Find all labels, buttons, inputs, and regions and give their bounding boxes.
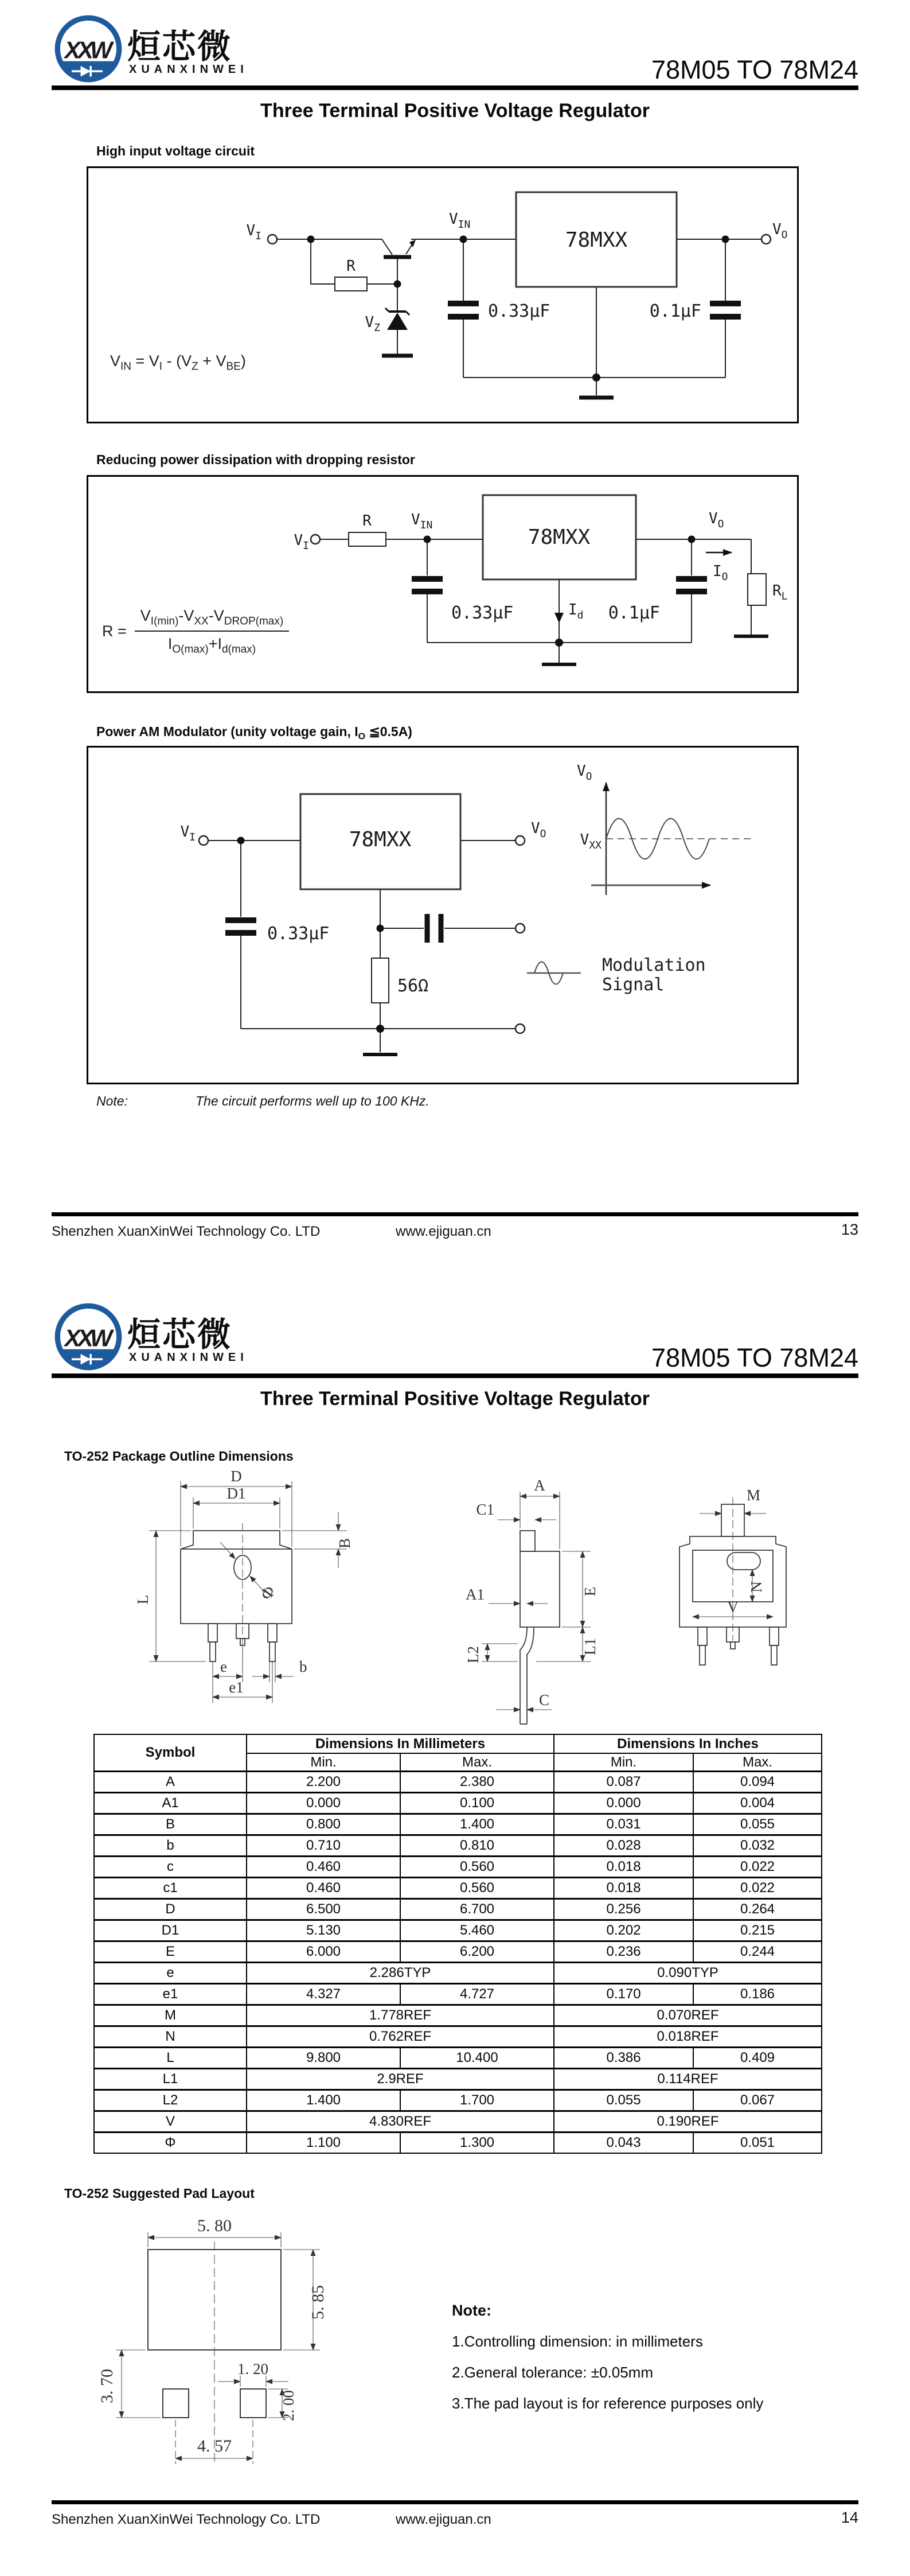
circuit-frame	[88, 476, 798, 692]
label-vo: $V_O$	[772, 221, 788, 241]
table-row: M 1.778REF 0.070REF	[94, 2005, 822, 2026]
logo-letter-1: X	[64, 1325, 81, 1352]
output-waveform-graph	[591, 783, 755, 895]
coupling-cap	[427, 914, 441, 943]
label-vo: $V_O$	[531, 820, 546, 840]
table-row: L1 2.9REF 0.114REF	[94, 2069, 822, 2090]
junction-dot	[307, 236, 315, 243]
chip-label: 78MXX	[528, 526, 591, 549]
label-r: R	[346, 258, 356, 275]
package-outline-drawing	[86, 1469, 860, 1730]
pad-dim-height: 5. 85	[308, 2285, 327, 2320]
dim-label-A1: A1	[466, 1586, 485, 1603]
col-header-inches: Dimensions In Inches	[554, 1734, 822, 1753]
table-row: Φ 1.100 1.300 0.043 0.051	[94, 2133, 822, 2154]
ground-node-dot	[555, 639, 563, 647]
circuit-note	[96, 1094, 429, 1109]
label-cap-in: 0.33μF	[488, 301, 550, 321]
input-terminal	[311, 535, 320, 544]
back-view-dimensions	[693, 1497, 773, 1641]
label-modulation-1: Modulation	[602, 955, 706, 975]
package-dimensions-table	[93, 1734, 822, 2154]
col-header-in-min: Min.	[554, 1753, 693, 1772]
dim-label-E: E	[581, 1586, 599, 1597]
table-row: L2 1.400 1.700 0.055 0.067	[94, 2090, 822, 2111]
page-number: 14	[841, 2509, 858, 2526]
table-row: D 6.500 6.700 0.256 0.264	[94, 1899, 822, 1920]
header-rule	[52, 1373, 858, 1378]
junction-dot	[377, 925, 384, 932]
section-heading-am-modulator: Power AM Modulator (unity voltage gain, $I_O$ ≦0.5A)	[96, 724, 412, 742]
dim-label-D: D	[231, 1469, 242, 1485]
brand-name-chinese: 烜芯微	[127, 28, 233, 65]
label-cap-in: 0.33μF	[451, 603, 514, 623]
vin-node-dot	[460, 236, 467, 243]
load-resistor	[748, 574, 766, 605]
table-row: E 6.000 6.200 0.236 0.244	[94, 1941, 822, 1963]
vo-node-dot	[688, 536, 696, 543]
footer-website: www.ejiguan.cn	[396, 1224, 491, 1239]
cap-input	[412, 579, 443, 592]
table-row: e1 4.327 4.727 0.170 0.186	[94, 1984, 822, 2005]
table-row: A1 0.000 0.100 0.000 0.004	[94, 1793, 822, 1814]
formula-denominator: $I_{O(max)}+I_{d(max)}$	[167, 635, 256, 656]
pad-note-title: Note:	[452, 2302, 491, 2319]
input-terminal	[268, 235, 277, 244]
dim-label-B: B	[336, 1538, 353, 1549]
dim-label-A: A	[534, 1477, 545, 1494]
label-id: $I_d$	[568, 601, 584, 621]
label-modulation-2: Signal	[602, 975, 665, 995]
pad-dim-width: 5. 80	[197, 2216, 232, 2235]
cap-output	[676, 579, 707, 592]
dim-label-e1: e1	[229, 1679, 244, 1696]
table-row: b 0.710 0.810 0.028 0.032	[94, 1835, 822, 1857]
id-current-arrow	[554, 613, 564, 623]
col-header-mm-min: Min.	[247, 1753, 400, 1772]
logo-letter-3: W	[90, 37, 113, 64]
logo-letter-2: X	[77, 1325, 93, 1352]
page-number: 13	[841, 1221, 858, 1238]
modulation-signal-icon	[527, 962, 581, 985]
pad-note-item-1: 1.Controlling dimension: in millimeters	[452, 2333, 703, 2350]
table-row: c1 0.460 0.560 0.018 0.022	[94, 1878, 822, 1899]
label-r: R	[362, 512, 372, 530]
logo-letter-1: X	[64, 37, 81, 64]
circuit-high-input-voltage	[87, 166, 799, 423]
col-header-mm-max: Max.	[400, 1753, 554, 1772]
label-graph-vo: $V_O$	[577, 762, 592, 783]
table-row: B 0.800 1.400 0.031 0.055	[94, 1814, 822, 1835]
label-io: $I_O$	[713, 563, 728, 583]
label-cap-out: 0.1μF	[608, 603, 660, 623]
label-vin: $V_{IN}$	[449, 211, 471, 231]
formula-vin: $V_{IN} = V_I - (V_Z + V_{BE})$	[110, 352, 246, 373]
circuit-frame	[88, 168, 798, 423]
pad-dim-pitch: 4. 57	[197, 2437, 232, 2456]
note-label: Note:	[96, 1094, 128, 1108]
section-heading-package-outline: TO-252 Package Outline Dimensions	[64, 1449, 294, 1464]
pad-dim-pad-height: 2. 00	[280, 2390, 297, 2421]
dim-label-b: b	[299, 1658, 307, 1675]
vin-node-dot	[424, 536, 431, 543]
pad-dim-offset: 3. 70	[97, 2369, 116, 2403]
label-vi: $V_I$	[180, 823, 196, 843]
dim-label-C: C	[539, 1691, 550, 1709]
dim-label-C1: C1	[476, 1501, 494, 1518]
label-cap-out: 0.1μF	[649, 301, 701, 321]
resistor-r	[335, 277, 367, 291]
label-res: 56Ω	[397, 976, 429, 996]
table-row: N 0.762REF 0.018REF	[94, 2026, 822, 2048]
part-number-range: 78M05 TO 78M24	[651, 1343, 858, 1372]
cap-output	[710, 303, 741, 317]
brand-name-english: XUANXINWEI	[129, 1351, 248, 1364]
junction-dot	[394, 281, 401, 288]
footer-company: Shenzhen XuanXinWei Technology Co. LTD	[52, 2512, 321, 2527]
label-rl: $R_L$	[772, 582, 788, 602]
dim-label-L: L	[134, 1594, 151, 1605]
col-header-in-max: Max.	[693, 1753, 822, 1772]
dim-label-phi: Φ	[256, 1582, 280, 1604]
dim-label-L1: L1	[581, 1638, 599, 1655]
modulation-terminal	[515, 924, 525, 933]
formula-numerator: $V_{I(min)}-V_{XX}-V_{DROP(max)}$	[135, 607, 289, 632]
table-row: e 2.286TYP 0.090TYP	[94, 1963, 822, 1984]
label-vz: $V_Z$	[365, 314, 380, 334]
table-row: A 2.200 2.380 0.087 0.094	[94, 1772, 822, 1793]
section-heading-high-input: High input voltage circuit	[96, 143, 255, 158]
pad-note-item-2: 2.General tolerance: ±0.05mm	[452, 2364, 653, 2381]
ground-terminal	[515, 1024, 525, 1033]
logo-letter-2: X	[77, 37, 93, 64]
company-logo-icon	[53, 14, 124, 85]
junction-dot	[237, 837, 245, 845]
resistor-56ohm	[372, 958, 389, 1003]
circuit-am-modulator	[87, 746, 799, 1084]
chip-label: 78MXX	[565, 228, 628, 252]
datasheet-page-14	[0, 1288, 910, 2576]
dim-label-M: M	[747, 1487, 761, 1504]
col-header-symbol: Symbol	[94, 1734, 247, 1772]
logo-letter-3: W	[90, 1325, 113, 1352]
table-row: L 9.800 10.400 0.386 0.409	[94, 2048, 822, 2069]
dropping-resistor	[349, 532, 386, 546]
pad-note-item-3: 3.The pad layout is for reference purposes only	[452, 2395, 764, 2412]
table-row: c 0.460 0.560 0.018 0.022	[94, 1857, 822, 1878]
brand-name-chinese: 烜芯微	[127, 1316, 233, 1353]
formula-fraction	[135, 607, 289, 656]
label-vin: $V_{IN}$	[411, 511, 433, 531]
note-text: The circuit performs well up to 100 KHz.	[195, 1094, 429, 1108]
label-vi: $V_I$	[294, 532, 309, 552]
ground-node-dot	[592, 373, 600, 382]
section-heading-pad-layout: TO-252 Suggested Pad Layout	[64, 2186, 255, 2201]
label-vxx: $V_{XX}$	[580, 831, 602, 851]
footer-rule	[52, 2500, 858, 2504]
chip-label: 78MXX	[349, 828, 412, 851]
footer-rule	[52, 1212, 858, 1216]
section-heading-dropping-resistor: Reducing power dissipation with dropping resistor	[96, 452, 415, 467]
input-terminal	[199, 836, 208, 845]
footer-website: www.ejiguan.cn	[396, 2512, 491, 2527]
part-number-range: 78M05 TO 78M24	[651, 55, 858, 84]
output-terminal	[761, 235, 771, 244]
table-row: D1 5.130 5.460 0.202 0.215	[94, 1920, 822, 1941]
vo-node-dot	[722, 236, 729, 243]
formula-lhs: R =	[102, 622, 127, 640]
dim-label-V: V	[727, 1598, 739, 1616]
brand-name-english: XUANXINWEI	[129, 63, 248, 76]
header-rule	[52, 85, 858, 90]
ground-node-dot	[376, 1025, 384, 1033]
col-header-mm: Dimensions In Millimeters	[247, 1734, 554, 1753]
table-row: V 4.830REF 0.190REF	[94, 2111, 822, 2133]
zener-diode	[385, 308, 409, 330]
front-view-dimensions	[149, 1481, 347, 1703]
pad-layout-notes	[452, 2302, 763, 2412]
pad-dim-pad-width: 1. 20	[237, 2360, 268, 2377]
output-terminal	[515, 836, 525, 845]
document-title: Three Terminal Positive Voltage Regulator	[260, 1388, 650, 1410]
label-vi: $V_I$	[246, 222, 261, 242]
dim-label-N: N	[748, 1581, 765, 1593]
label-cap: 0.33μF	[267, 924, 330, 944]
cap-input	[448, 303, 479, 317]
dim-label-D1: D1	[226, 1485, 246, 1502]
side-view-dimensions	[482, 1492, 591, 1710]
company-logo-icon	[53, 1302, 124, 1373]
circuit-dropping-resistor	[87, 475, 799, 693]
dim-label-L2: L2	[464, 1646, 482, 1663]
footer-company: Shenzhen XuanXinWei Technology Co. LTD	[52, 1224, 321, 1239]
label-vo: $V_O$	[709, 510, 724, 530]
dim-label-e: e	[220, 1658, 227, 1675]
cap-input	[225, 920, 256, 933]
document-title: Three Terminal Positive Voltage Regulator	[260, 100, 650, 122]
pad-dimensions	[116, 2232, 320, 2464]
formula-dropping-resistor	[102, 607, 289, 656]
